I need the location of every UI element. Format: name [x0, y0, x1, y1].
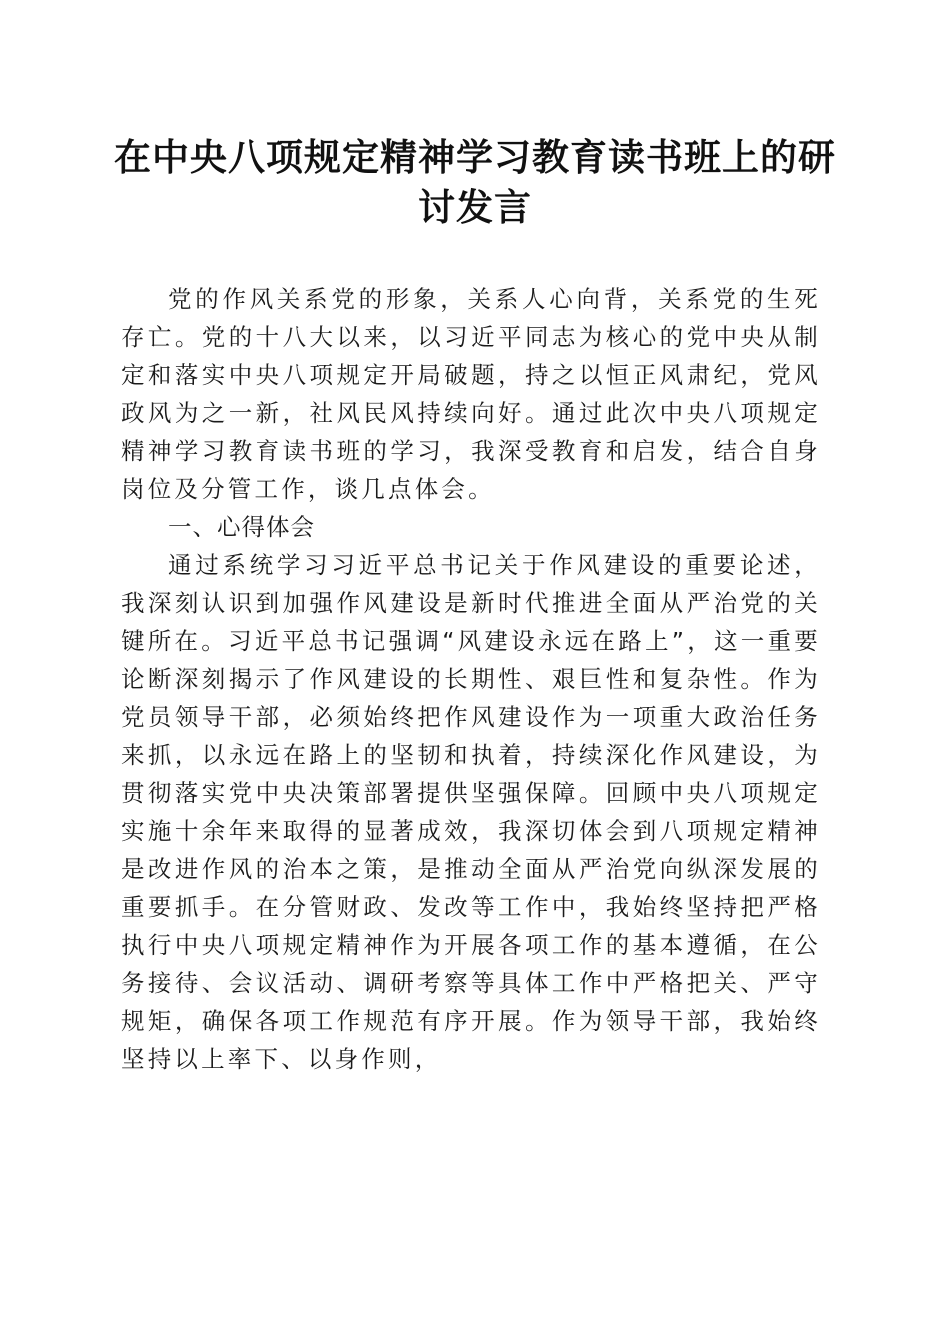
document-body	[121, 280, 821, 1078]
section-1-paragraph: 通过系统学习习近平总书记关于作风建设的重要论述，我深刻认识到加强作风建设是新时代推进全面从严治党的关键所在。习近平总书记强调“风建设永远在路上”，这一重要论断深刻揭示了作风建设的长期性、艰巨性和复杂性。作为党员领导干部，必须始终把作风建设作为一项重大政治任务来抓，以永远在路上的坚韧和执着，持续深化作风建设，为贯彻落实党中央决策部署提供坚强保障。回顾中央八项规定实施十余年来取得的显著成效，我深切体会到八项规定精神是改进作风的治本之策，是推动全面从严治党向纵深发展的重要抓手。在分管财政、发改等工作中，我始终坚持把严格执行中央八项规定精神作为开展各项工作的基本遵循，在公务接待、会议活动、调研考察等具体工作中严格把关、严守规矩，确保各项工作规范有序开展。作为领导干部，我始终坚持以上率下、以身作则，	[121, 551, 821, 1073]
section-heading-1: 一、心得体会	[168, 513, 315, 541]
intro-paragraph: 党的作风关系党的形象，关系人心向背，关系党的生死存亡。党的十八大以来，以习近平同志为核心的党中央从制定和落实中央八项规定开局破题，持之以恒正风肃纪，党风政风为之一新，社风民风持续向好。通过此次中央八项规定精神学习教育读书班的学习，我深受教育和启发，结合自身岗位及分管工作，谈几点体会。	[121, 285, 821, 503]
document-title: 在中央八项规定精神学习教育读书班上的研讨发言	[114, 135, 836, 229]
